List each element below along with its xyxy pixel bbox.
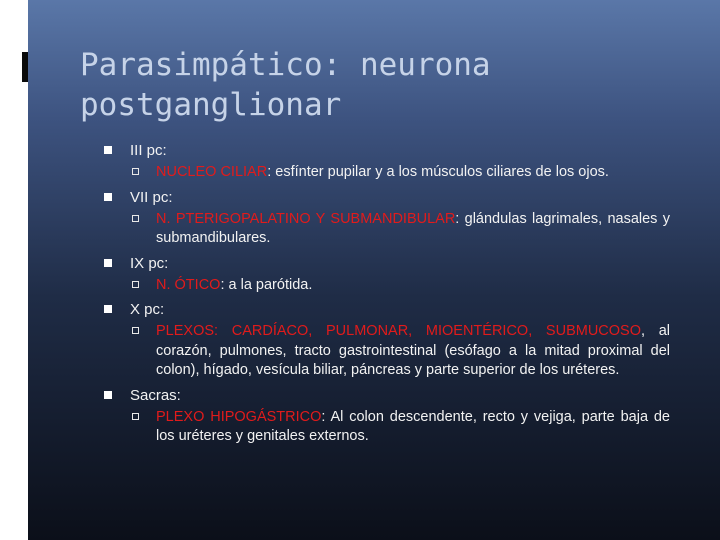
- bullet-label: Sacras:: [130, 386, 181, 404]
- sub-bullet-iii: [80, 163, 680, 183]
- sub-bullet-highlight: PLEXOS: CARDÍACO, PULMONAR, MIOENTÉRICO, SUBMUCOSO: [156, 323, 641, 339]
- hollow-square-bullet-icon: [132, 281, 139, 288]
- hollow-square-bullet-icon: [132, 413, 139, 420]
- sub-bullet-x: [80, 322, 680, 381]
- bullet-label: VII pc:: [130, 188, 173, 206]
- sub-bullet-text: : Al colon descendente, recto y vejiga, parte baja de los uréteres y genitales externos.: [156, 408, 670, 444]
- sub-bullet-text: , al corazón, pulmones, tracto gastrointestinal (esófago a la mitad proximal del colon), hígado, vesícula biliar, páncreas y parte superior de los uréteres.: [156, 323, 671, 378]
- square-bullet-icon: [104, 305, 112, 313]
- bullet-item-sacras: [80, 385, 680, 406]
- sub-bullet-vii: [80, 210, 680, 249]
- bullet-item-iii: [80, 140, 680, 161]
- slide-title: [80, 45, 700, 125]
- hollow-square-bullet-icon: [132, 168, 139, 175]
- bullet-label: III pc:: [130, 142, 167, 159]
- square-bullet-icon: [104, 146, 112, 154]
- sub-bullet-ix: [80, 276, 680, 296]
- square-bullet-icon: [104, 259, 112, 267]
- square-bullet-icon: [104, 193, 112, 201]
- sub-bullet-text: : a la parótida.: [220, 276, 313, 293]
- sub-bullet-highlight: N. ÓTICO: [156, 276, 221, 293]
- sub-bullet-highlight: N. PTERIGOPALATINO Y SUBMANDIBULAR: [156, 210, 456, 227]
- bullet-list: [80, 136, 680, 450]
- sub-bullet-sacras: [80, 408, 680, 447]
- sub-bullet-text: : glándulas lagrimales, nasales y submandibulares.: [156, 210, 670, 246]
- hollow-square-bullet-icon: [132, 215, 139, 222]
- slide-title-line-2: postganglionar: [80, 87, 342, 123]
- hollow-square-bullet-icon: [132, 327, 139, 334]
- sub-bullet-highlight: PLEXO HIPOGÁSTRICO: [156, 408, 322, 425]
- bullet-label: X pc:: [130, 301, 165, 318]
- sub-bullet-highlight: NUCLEO CILIAR: [156, 164, 268, 180]
- sub-bullet-text: : esfínter pupilar y a los músculos ciliares de los ojos.: [267, 164, 609, 180]
- slide-title-line-1: Parasimpático: neurona: [80, 47, 491, 83]
- accent-bar-white: [16, 52, 22, 82]
- bullet-item-ix: [80, 253, 680, 274]
- bullet-label: IX pc:: [130, 254, 169, 272]
- square-bullet-icon: [104, 391, 112, 399]
- bullet-item-vii: [80, 187, 680, 208]
- bullet-item-x: [80, 299, 680, 320]
